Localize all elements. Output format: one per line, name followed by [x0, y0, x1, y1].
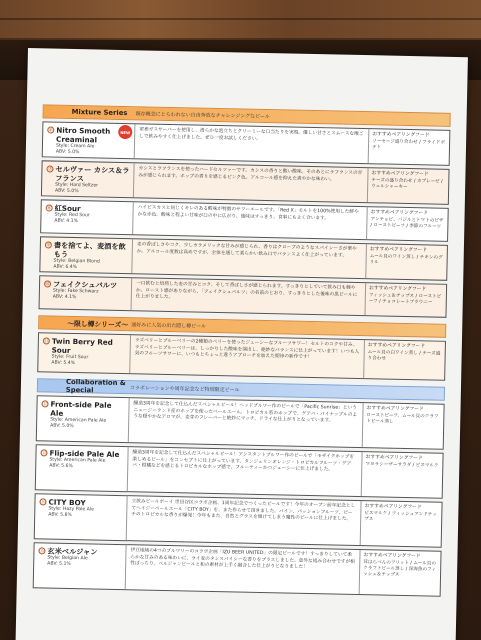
item-number: ⑨: [46, 241, 51, 249]
pairing-cell: [361, 501, 442, 547]
beer-item: [33, 542, 442, 597]
section-subtitle: 既存概念にとらわれない自由奔放なチャレンジングなビール: [135, 110, 270, 120]
beer-item: [37, 332, 446, 381]
item-number: ⑩: [45, 280, 50, 288]
beer-name-cell: [41, 200, 134, 234]
pairing-foods: ムール貝のワイン蒸し / チキンのグリル: [369, 254, 443, 266]
pairing-cell: [360, 550, 441, 596]
beer-name-cell: [42, 161, 135, 197]
item-number: ⑦: [47, 165, 53, 173]
beer-description: 伊豆地域の4つのブルワリーのコラボ企画「IZU BEER UNITED」の限定ビールです！すっきりしていて柔らかな甘みのある味わいに、ライ麦のタシスパイシーな香りをプラスしました。意外な組み合わせですが相性ばっちり。ベルジャンビールと和の素材が上手く融合した仕上がりとなりました！: [126, 545, 361, 594]
beer-name: セルヴァー カシス＆ラフランス: [55, 164, 130, 184]
pairing-cell: [364, 340, 445, 380]
pairing-cell: [367, 207, 448, 241]
pairing-cell: [365, 283, 446, 317]
beer-name-cell: [37, 396, 130, 442]
beer-item: [36, 395, 445, 450]
beer-name-cell: [35, 494, 128, 540]
item-number: ⑮: [39, 548, 45, 555]
beer-name: 紅Sour: [54, 203, 81, 214]
beer-style: Style: Fruit Sour: [51, 354, 89, 361]
beer-description: 立飲みビールボーイ 世田谷区コラボ企画、1周年記念でつくったビールです！今年のオープン前年記念としてヘイジーペールエール「CITY BOY」を、また作らせて頂きました。パイン、パッションフルーツ、ピーチのトロピカルな香りが爆発！今年もまた、自然とグラスを傾けてしまう魔性のビールに仕上げました。: [127, 496, 362, 545]
pairing-foods: ソーセージ盛り合わせ / フライドポテト: [371, 139, 446, 151]
beer-item: [39, 236, 448, 281]
beer-name: Nitro Smooth Creaminal: [56, 125, 111, 145]
beer-name: Flip-side Pale Ale: [49, 448, 120, 460]
beer-abv: ABV: 5.8%: [48, 512, 72, 518]
item-number: ⑭: [40, 499, 46, 506]
beer-name: CITY BOY: [48, 497, 86, 508]
beer-style: Style: Cream Ale: [55, 143, 95, 150]
section-title: Collaboration & Special: [65, 377, 126, 395]
item-number: ⑫: [42, 401, 48, 408]
beer-description: 麦の香ばしさやコク、少しカラメリックな甘みが感じられ、香りはクローブのようなスパイシーさが華やか。アルコール度数は高めですが、全体を通して柔らかい飲み口でバランスよく仕上がっています。: [132, 239, 367, 278]
beer-description: 一口飲むと焙煎した麦の甘みとコク、そして香ばしさが感じられます。すっきりとしていて飲み口も軽やか。ロースト感がありながら、「フェイクシュバルツ」の名前のとおり、すっきりとした後味の黒ビールに仕上がりました。: [132, 278, 367, 315]
pairing-foods: 茸はらべんのフリット / ムール貝のクラフトビール蒸し / 深海魚のフィッシュ＆チップス: [362, 560, 437, 578]
beer-name: Twin Berry Red Sour: [51, 336, 113, 355]
beer-item: [35, 444, 444, 499]
beer-name: 玄米ベルジャン: [47, 546, 98, 557]
pairing-foods: ピスマルク / フィッシュアンドチップス: [364, 511, 437, 523]
section-title: 〜限し樽シリーズ〜: [67, 319, 129, 330]
beer-item: [42, 121, 451, 166]
pairing-foods: アンチョビ、バジルとトマトのピザ / ローストビーフ / 季節のフルーツ: [370, 217, 444, 230]
pairing-title: おすすめペアリングフード: [364, 504, 422, 511]
beer-style: Style: Red Sour: [54, 212, 90, 219]
beer-item: [34, 493, 443, 548]
section-title: Mixture Series: [71, 107, 128, 118]
beer-menu-sheet: [15, 48, 467, 640]
beer-abv: ABV: 5.1%: [47, 561, 71, 567]
beer-name: フェイクシュバルツ: [52, 279, 118, 290]
pairing-title: おすすめペアリングフード: [372, 132, 430, 139]
pairing-foods: マヨラシーザーサラダ / ピスマルク: [365, 462, 439, 469]
new-badge: NEW: [118, 125, 132, 139]
pairing-foods: ムール貝の白ワイン蒸し / チーズ盛り合わせ: [367, 350, 441, 362]
beer-style: Style: American Pale Ale: [49, 457, 106, 464]
beer-name-cell: [34, 543, 127, 589]
pairing-title: おすすめペアリングフード: [363, 553, 421, 560]
beer-description: ラズベリーとブルーベリーの2種類のベリーを使ったジューシーなフルーツサワー！セルトのコクや甘み、ラズベリーとブルーベリーは、しっかりした酸味を演出し、絶妙なバランスに仕上がっています！いつも人気のフルーツサワーに、いつもとちょっと違うアプローチを加えた期待の新作です！: [130, 335, 365, 378]
beer-abv: ABV: 4.1%: [52, 294, 77, 300]
beer-abv: ABV: 5.0%: [50, 423, 74, 429]
pairing-title: おすすめペアリングフード: [365, 455, 423, 462]
item-number: ⑬: [41, 450, 47, 457]
beer-name-cell: [43, 122, 136, 158]
beer-style: Style: Fake Schwarz: [52, 288, 99, 295]
beer-item: [39, 275, 448, 318]
pairing-title: おすすめペアリングフード: [367, 343, 426, 350]
item-number: ⑧: [46, 204, 52, 212]
section-subtitle: 通好みに人気の出た隠し樽ビール: [131, 321, 206, 330]
beer-name-cell: [36, 445, 129, 491]
item-number: ⑥: [48, 126, 54, 134]
beer-abv: ABV: 5.4%: [51, 360, 76, 366]
beer-item: [40, 199, 449, 242]
beer-name-cell: [40, 237, 133, 273]
section-subtitle: コラボレーションや周年記念など特別限定ビール: [129, 384, 240, 394]
pairing-cell: [362, 452, 443, 498]
pairing-cell: [363, 403, 444, 449]
beer-name: 書を捨てよ、麦酒を飲もう: [53, 240, 126, 259]
beer-description: 窒素ガスサーバーを使用し、滑らかな泡立ちとクリーミーな口当たりを実現。優しい甘さとスムースな喉ごしで飲みやすく仕上げました。ぜひ一度お試しください。: [135, 124, 370, 163]
pairing-cell: [368, 168, 449, 204]
beer-style: Style: Belgian Blond: [53, 258, 100, 265]
pairing-title: おすすめペアリングフード: [366, 406, 424, 413]
pairing-title: おすすめペアリングフード: [368, 286, 427, 293]
beer-description: カシスとラフランスを使ったハードセルツァーです。カシスの香りと酸い酸味。そのあとにラフランスの甘みが感じられます。ホップの香りを感じるピンク色。アルコール感を抑えた爽やかな味わい。: [134, 163, 369, 202]
beer-abv: ABV: 5.0%: [54, 188, 79, 194]
beer-style: Style: Hard Seltzer: [55, 182, 99, 189]
item-number: ⑪: [43, 338, 49, 345]
beer-style: Style: American Pale Ale: [50, 417, 107, 424]
beer-abv: ABV: 6.4%: [53, 264, 78, 270]
beer-description: 醸造3周年を記念して仕込んだスペシャルビール！ヘッドブルワー作のビールで「Pacific Sunrise」というニュージーランド産のホップを使ったペールエール。トロピカル系のホップで、グアバ・パイナップルのような穏やかなアロマが、麦芽のフレーバーと絶妙にマッチ。ドライな仕上がりとなっています。: [129, 398, 364, 447]
beer-description: ハイビスカスと同じくキレのある酸味が特徴のサワーエールです。「Red X」モルトを100%使用した鮮やかな赤色。酸味と程よい甘味が口の中に広がり、後味はすっきり。食事にもよく合います。: [133, 202, 368, 239]
beer-item: [41, 160, 450, 205]
beer-name-cell: [38, 333, 131, 373]
beer-abv: ABV: 5.6%: [49, 463, 73, 469]
beer-name-cell: [40, 276, 133, 310]
beer-abv: ABV: 5.0%: [55, 149, 80, 155]
pairing-title: おすすめペアリングフード: [371, 171, 429, 178]
beer-style: Style: Belgian Ale: [47, 555, 88, 562]
pairing-cell: [369, 129, 450, 165]
beer-style: Style: Hazy Pale Ale: [48, 506, 94, 513]
pairing-foods: チーズの盛り合わせ / カプレーゼ / ウェルシャーキー: [371, 178, 443, 190]
pairing-cell: [366, 244, 447, 280]
pairing-title: おすすめペアリングフード: [369, 247, 428, 254]
pairing-foods: フィッシュ＆チップス / ローストビーフ / チョコレートブラウニー: [368, 293, 442, 306]
pairing-foods: ローストビーフ、ムール貝のクラフトビール蒸し: [366, 413, 439, 425]
beer-description: 醸造3周年を記念して仕込んだスペシャルビール！アシスタントブルワー作のビールで「モザイクホップを楽しめるビール」をコンセプトに仕上がっています。タンジェリンオレンジ・トロピカルフルーツ・グアバ・柑橘などを感じるトロピカルなホップ感で、フルーティーかつジューシーに仕上げました。: [128, 447, 363, 496]
pairing-title: おすすめペアリングフード: [370, 210, 428, 217]
beer-abv: ABV: 4.1%: [54, 218, 79, 224]
beer-name: Front-side Pale Ale: [50, 399, 112, 418]
